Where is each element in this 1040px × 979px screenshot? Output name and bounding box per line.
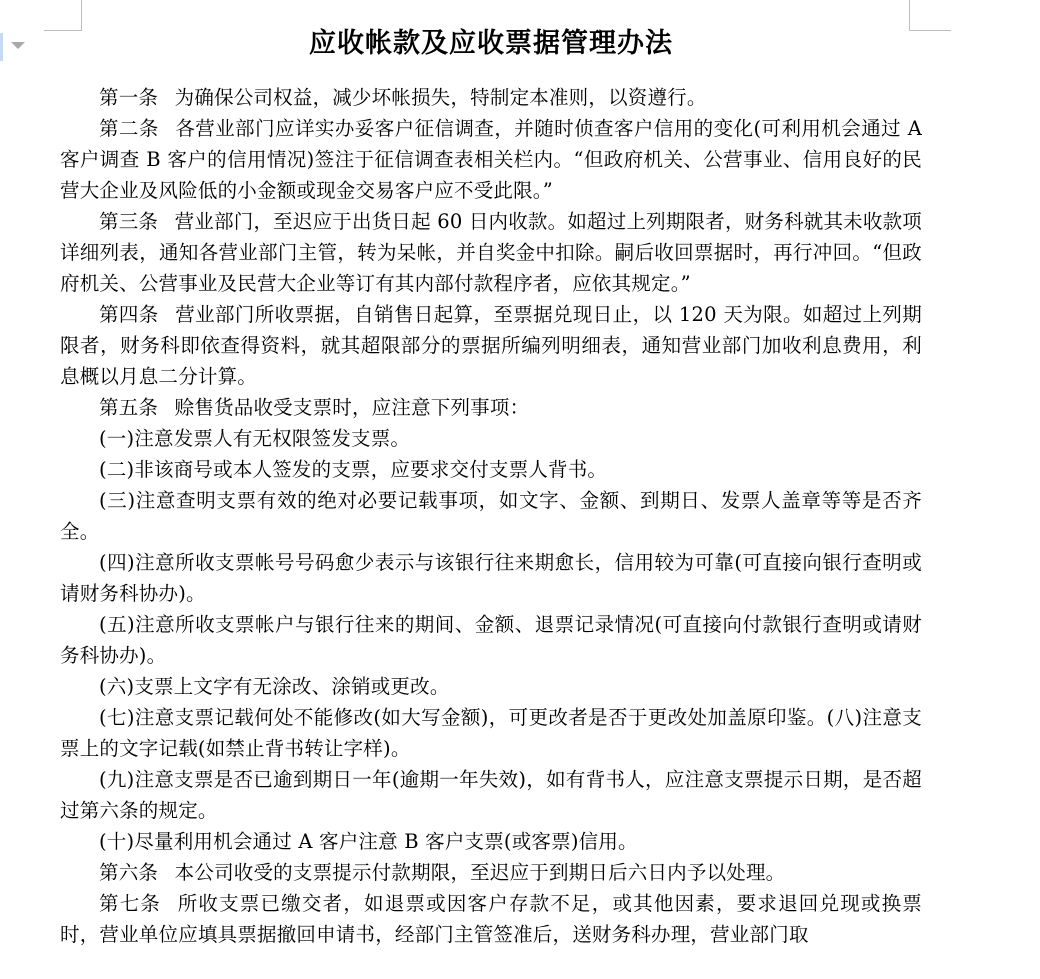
paragraph-text: (十)尽量利用机会通过 A 客户注意 B 客户支票(或客票)信用。	[99, 829, 638, 853]
paragraph-text: 营业部门所收票据，自销售日起算，至票据兑现日止，以 120 天为限。如超过上列期限者，财务科即依查得资料，就其超限部分的票据所编列明细表，通知营业部门加收利息费用，利息概以月息二分计算。	[60, 302, 922, 388]
paragraph-text: 为确保公司权益，减少坏帐损失，特制定本准则，以资遵行。	[174, 85, 707, 109]
item-7	[60, 702, 922, 764]
paragraph-text: (九)注意支票是否已逾到期日一年(逾期一年失效)，如有背书人，应注意支票提示日期，是否超过第六条的规定。	[60, 767, 922, 822]
item-10	[60, 826, 922, 857]
article-6	[60, 857, 922, 888]
document-body	[60, 0, 922, 950]
article-label: 第五条	[99, 395, 159, 419]
article-5	[60, 392, 922, 423]
paragraph-text: (五)注意所收支票帐户与银行往来的期间、金额、退票记录情况(可直接向付款银行查明或请财务科协办)。	[60, 612, 922, 667]
item-1	[60, 423, 922, 454]
item-6	[60, 671, 922, 702]
paragraph-text: 赊售货品收受支票时，应注意下列事项：	[174, 395, 530, 419]
article-2	[60, 113, 922, 206]
item-5	[60, 609, 922, 671]
article-label: 第六条	[99, 860, 159, 884]
item-9	[60, 764, 922, 826]
paragraph-text: 所收支票已缴交者，如退票或因客户存款不足，或其他因素，要求退回兑现或换票时，营业单位应填具票据撤回申请书，经部门主管签准后，送财务科办理，营业部门取	[60, 891, 923, 946]
item-2	[60, 454, 922, 485]
paragraph-list	[60, 82, 922, 950]
left-margin-rail	[0, 33, 3, 61]
page-title: 应收帐款及应收票据管理办法	[309, 28, 673, 59]
article-1	[60, 82, 922, 113]
item-4	[60, 547, 922, 609]
paragraph-text: (七)注意支票记载何处不能修改(如大写金额)，可更改者是否于更改处加盖原印鉴。(八)注意支票上的文字记载(如禁止背书转让字样)。	[60, 705, 922, 760]
paragraph-text: 各营业部门应详实办妥客户征信调查，并随时侦查客户信用的变化(可利用机会通过 A 客户调查 B 客户的信用情况)签注于征信调查表相关栏内。“但政府机关、公营事业、信用良好的民营大企业及风险低的小金额或现金交易客户应不受此限。”	[60, 116, 922, 202]
article-7	[60, 888, 922, 950]
article-label: 第四条	[99, 302, 159, 326]
article-label: 第一条	[99, 85, 159, 109]
paragraph-marker-icon	[11, 42, 25, 49]
article-3	[60, 206, 922, 299]
paragraph-text: (一)注意发票人有无权限签发支票。	[99, 426, 411, 450]
item-3	[60, 485, 922, 547]
paragraph-text: (二)非该商号或本人签发的支票，应要求交付支票人背书。	[99, 457, 608, 481]
article-label: 第二条	[99, 116, 159, 140]
paragraph-text: (四)注意所收支票帐号号码愈少表示与该银行往来期愈长，信用较为可靠(可直接向银行查明或请财务科协办)。	[60, 550, 922, 605]
article-4	[60, 299, 922, 392]
article-label: 第七条	[99, 891, 162, 915]
paragraph-text: (六)支票上文字有无涂改、涂销或更改。	[99, 674, 450, 698]
paragraph-text: (三)注意查明支票有效的绝对必要记载事项，如文字、金额、到期日、发票人盖章等等是否齐全。	[60, 488, 922, 543]
paragraph-text: 营业部门，至迟应于出货日起 60 日内收款。如超过上列期限者，财务科就其未收款项详细列表，通知各营业部门主管，转为呆帐，并自奖金中扣除。嗣后收回票据时，再行冲回。“但政府机关、公营事业及民营大企业等订有其内部付款程序者，应依其规定。”	[60, 209, 922, 295]
article-label: 第三条	[99, 209, 159, 233]
paragraph-text: 本公司收受的支票提示付款期限，至迟应于到期日后六日内予以处理。	[174, 860, 786, 884]
